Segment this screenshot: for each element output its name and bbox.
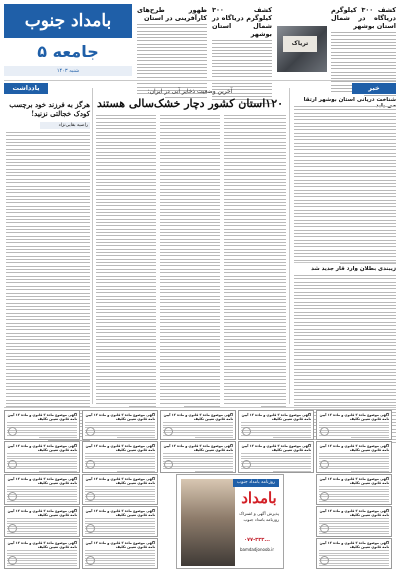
left-column-text (6, 132, 90, 443)
promo-photo (181, 479, 235, 566)
ad-heading: آگهی موضوع ماده ۳ قانون و ماده ۱۳ آیین نامه قانون تعیین تکلیف (7, 443, 77, 452)
ad-heading: آگهی موضوع ماده ۳ قانون و ماده ۱۳ آیین نامه قانون تعیین تکلیف (7, 476, 77, 485)
left-column-title: هرگز به فرزند خود برچسب کودک خجالتی نزنید! (9, 100, 90, 118)
section-label-yaddasht: یادداشت (4, 83, 48, 94)
promo-box (176, 474, 284, 569)
masthead (4, 4, 132, 78)
ad-box (4, 474, 80, 505)
ad-box (316, 474, 392, 505)
ad-stamp-icon (86, 556, 95, 565)
promo-phone: ۰۷۷-۳۳۳... (243, 537, 271, 543)
ad-stamp-icon (8, 460, 17, 469)
ad-stamp-icon (86, 492, 95, 501)
ad-stamp-icon (320, 556, 329, 565)
promo-logo: بامداد (241, 489, 277, 507)
ad-heading: آگهی موضوع ماده ۳ قانون و ماده ۱۳ آیین نامه قانون تعیین تکلیف (85, 476, 155, 485)
ad-box (82, 506, 158, 537)
newspaper-logo: بامداد جنوب (4, 4, 132, 38)
ad-box (82, 538, 158, 569)
top-story-left (137, 6, 207, 100)
right-column-title-1: شناخت دریانی استان بوشهر ارتقا (303, 97, 396, 103)
ad-heading: آگهی موضوع ماده ۳ قانون و ماده ۱۳ آیین نامه قانون تعیین تکلیف (241, 443, 311, 452)
ad-box (238, 410, 314, 440)
lead-col-1 (96, 115, 156, 409)
promo-site: bamdadjonoob.ir (240, 547, 274, 552)
ad-box (82, 474, 158, 505)
ad-stamp-icon (86, 460, 95, 469)
ad-heading: آگهی موضوع ماده ۳ قانون و ماده ۱۳ آیین نامه قانون تعیین تکلیف (7, 540, 77, 549)
lead-title: ۱۲۰استان کشور دچار خشک‌سالی هستند (96, 97, 284, 110)
top-story-left-text (137, 24, 207, 98)
ad-stamp-icon (320, 492, 329, 501)
ad-box (238, 441, 314, 473)
promo-banner: روزنامه بامداد جنوب (233, 479, 279, 487)
ad-stamp-icon (8, 556, 17, 565)
ad-box (316, 441, 392, 473)
top-story-photo (277, 26, 327, 72)
ad-heading: آگهی موضوع ماده ۳ قانون و ماده ۱۳ آیین نامه قانون تعیین تکلیف (85, 443, 155, 452)
ad-box (316, 410, 392, 440)
ad-heading: آگهی موضوع ماده ۳ قانون و ماده ۱۳ آیین نامه قانون تعیین تکلیف (85, 508, 155, 517)
photo-sign: تریاک (283, 36, 317, 52)
ad-heading: آگهی موضوع ماده ۳ قانون و ماده ۱۳ آیین نامه قانون تعیین تکلیف (7, 508, 77, 517)
top-story-right-title: کشف ۳۰۰ کیلوگرم دریاگاه در شمال استان بوشهر (331, 6, 396, 30)
ad-box (160, 410, 236, 440)
ad-stamp-icon (320, 460, 329, 469)
ad-stamp-icon (86, 524, 95, 533)
ad-heading: آگهی موضوع ماده ۳ قانون و ماده ۱۳ آیین نامه قانون تعیین تکلیف (85, 540, 155, 549)
ad-box (4, 538, 80, 569)
right-column-text-1 (294, 106, 396, 267)
ad-stamp-icon (86, 427, 95, 436)
page-label: جامعه ۵ (37, 42, 99, 61)
ad-stamp-icon (242, 460, 251, 469)
ad-heading: آگهی موضوع ماده ۳ قانون و ماده ۱۳ آیین نامه قانون تعیین تکلیف (319, 540, 389, 549)
ad-stamp-icon (242, 427, 251, 436)
ad-stamp-icon (320, 427, 329, 436)
top-story-center-title: کشف ۳۰۰ کیلوگرم دریاگاه در شمال استان بوشهر (212, 6, 272, 38)
info-strip: شنبه ۱۴۰۳ (4, 66, 132, 76)
ad-box (4, 441, 80, 473)
ad-heading: آگهی موضوع ماده ۳ قانون و ماده ۱۳ آیین نامه قانون تعیین تکلیف (241, 412, 311, 421)
ad-box (4, 410, 80, 440)
lead-col-2 (160, 115, 220, 409)
ad-heading: آگهی موضوع ماده ۳ قانون و ماده ۱۳ آیین نامه قانون تعیین تکلیف (85, 412, 155, 421)
right-column-title-2: زیبندی بطلان وارد قار جدید شد (311, 266, 396, 272)
left-column-author: راضیه بقایی‌نژاد (40, 122, 90, 129)
ad-heading: آگهی موضوع ماده ۳ قانون و ماده ۱۳ آیین نامه قانون تعیین تکلیف (319, 443, 389, 452)
lead-col-3 (224, 115, 286, 409)
ad-stamp-icon (320, 524, 329, 533)
ad-box (82, 441, 158, 473)
lead-kicker: آخرین وضعیت ذخایر آبی در ایران: (147, 88, 233, 95)
ad-heading: آگهی موضوع ماده ۳ قانون و ماده ۱۳ آیین نامه قانون تعیین تکلیف (163, 443, 233, 452)
ad-box (160, 441, 236, 473)
ad-heading: آگهی موضوع ماده ۳ قانون و ماده ۱۳ آیین نامه قانون تعیین تکلیف (319, 412, 389, 421)
ad-heading: آگهی موضوع ماده ۳ قانون و ماده ۱۳ آیین نامه قانون تعیین تکلیف (319, 476, 389, 485)
ad-box (316, 538, 392, 569)
top-story-left-title: ظهور طرح‌های کارآفرینی در استان (137, 6, 207, 22)
ad-stamp-icon (8, 492, 17, 501)
ad-box (4, 506, 80, 537)
ad-box (82, 410, 158, 440)
ad-stamp-icon (8, 524, 17, 533)
ad-heading: آگهی موضوع ماده ۳ قانون و ماده ۱۳ آیین نامه قانون تعیین تکلیف (163, 412, 233, 421)
ad-stamp-icon (8, 427, 17, 436)
ad-heading: آگهی موضوع ماده ۳ قانون و ماده ۱۳ آیین نامه قانون تعیین تکلیف (7, 412, 77, 421)
ad-stamp-icon (164, 460, 173, 469)
ad-stamp-icon (164, 427, 173, 436)
ad-heading: آگهی موضوع ماده ۳ قانون و ماده ۱۳ آیین نامه قانون تعیین تکلیف (319, 508, 389, 517)
promo-text: پذیرش آگهی و اشتراک روزنامه بامداد جنوب (239, 511, 279, 522)
section-label-khabar: خبر (352, 83, 396, 94)
ad-box (316, 506, 392, 537)
